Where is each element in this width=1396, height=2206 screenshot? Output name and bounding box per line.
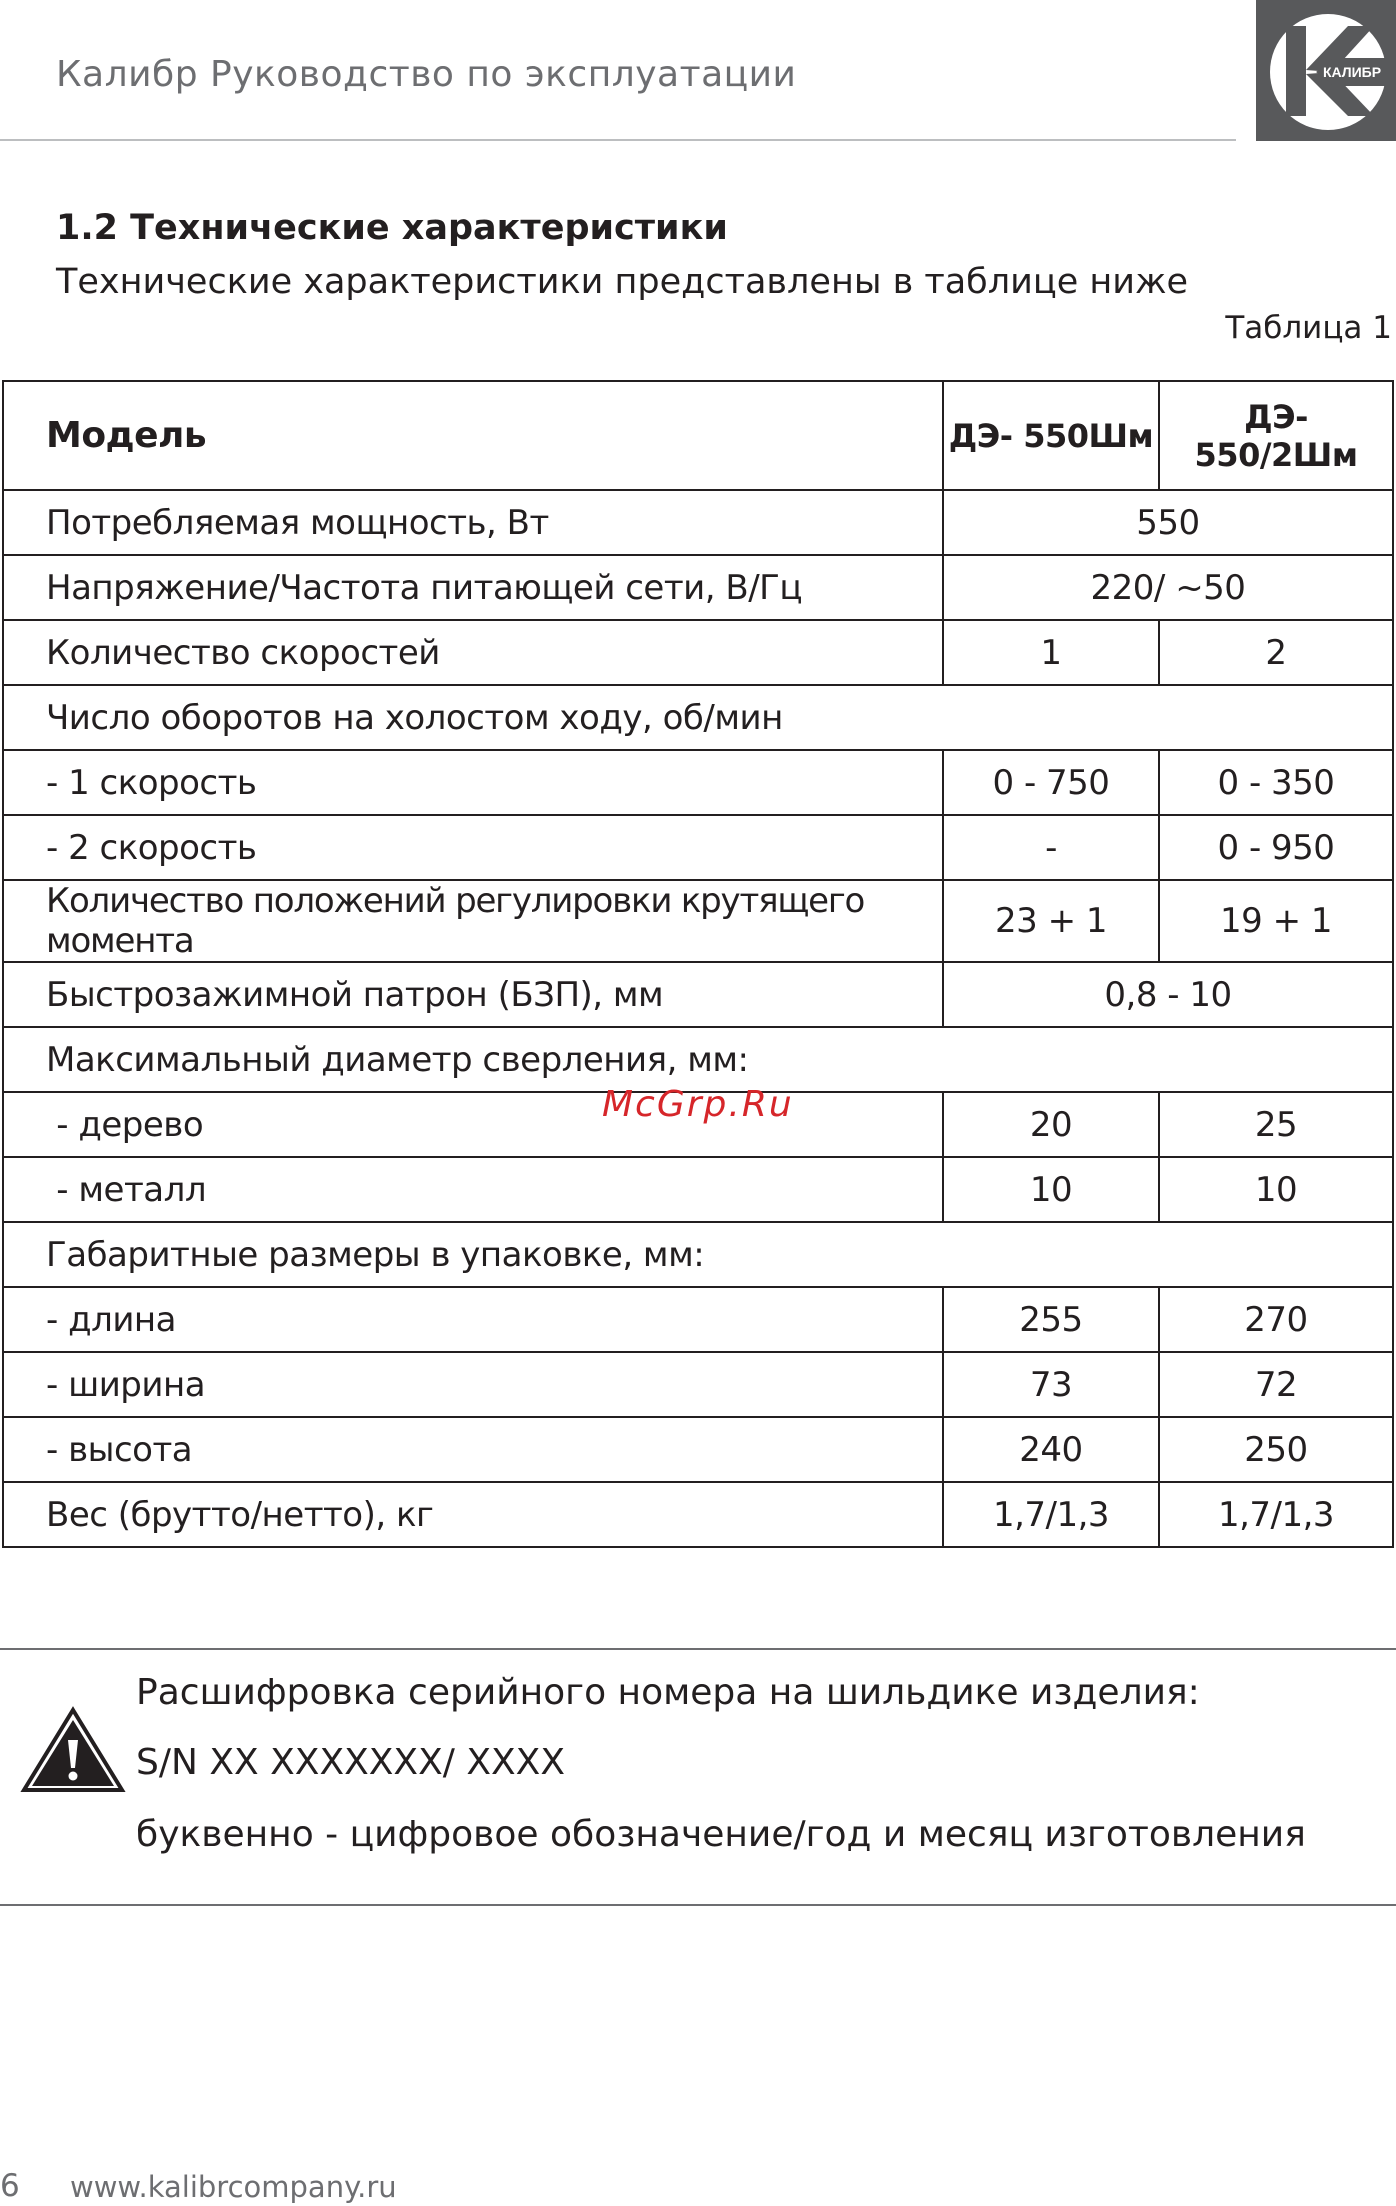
row-value-1: 1: [943, 620, 1159, 685]
header-divider: [0, 139, 1236, 141]
note-line-1: Расшифровка серийного номера на шильдике изделия:: [136, 1672, 1200, 1713]
table-header-row: [3, 381, 1393, 490]
row-value-1: 240: [943, 1417, 1159, 1482]
row-label: - дерево: [3, 1092, 943, 1157]
row-label: - длина: [3, 1287, 943, 1352]
row-value-1: 10: [943, 1157, 1159, 1222]
row-value-1: 73: [943, 1352, 1159, 1417]
section-subtitle: Технические характеристики представлены в таблице ниже: [56, 262, 1189, 302]
table-row: [3, 1157, 1393, 1222]
note-serial: S/N XX XXXXXXX/ XXXX: [136, 1742, 565, 1783]
table-row: [3, 685, 1393, 750]
row-label: - высота: [3, 1417, 943, 1482]
row-value-1: -: [943, 815, 1159, 880]
watermark: McGrp.Ru: [602, 1084, 794, 1125]
table-row: [3, 1417, 1393, 1482]
warning-icon: [20, 1706, 126, 1794]
table-row: [3, 1287, 1393, 1352]
table-row: [3, 750, 1393, 815]
header-model: Модель: [3, 381, 943, 490]
row-label: - 2 скорость: [3, 815, 943, 880]
header-model-2: ДЭ- 550/2Шм: [1159, 381, 1393, 490]
logo-text: КАЛИБР: [1322, 64, 1382, 80]
table-row: [3, 1352, 1393, 1417]
table-row: [3, 815, 1393, 880]
row-label: Максимальный диаметр сверления, мм:: [3, 1027, 1393, 1092]
row-value-2: 19 + 1: [1159, 880, 1393, 962]
spec-table: [2, 380, 1394, 1548]
row-value-2: 0 - 950: [1159, 815, 1393, 880]
row-label: Быстрозажимной патрон (БЗП), мм: [3, 962, 943, 1027]
row-label: Габаритные размеры в упаковке, мм:: [3, 1222, 1393, 1287]
row-label: - 1 скорость: [3, 750, 943, 815]
table-caption: Таблица 1: [1225, 310, 1392, 346]
row-label: Число оборотов на холостом ходу, об/мин: [3, 685, 1393, 750]
row-label: - металл: [3, 1157, 943, 1222]
row-label: Вес (брутто/нетто), кг: [3, 1482, 943, 1547]
row-value-1: 20: [943, 1092, 1159, 1157]
kalibr-logo: [1256, 0, 1396, 141]
row-value-1: 23 + 1: [943, 880, 1159, 962]
row-value-2: 0 - 350: [1159, 750, 1393, 815]
table-row: [3, 1027, 1393, 1092]
row-value-2: 1,7/1,3: [1159, 1482, 1393, 1547]
row-label: Количество скоростей: [3, 620, 943, 685]
table-row: [3, 620, 1393, 685]
row-value-2: 250: [1159, 1417, 1393, 1482]
row-value: 220/ ~50: [943, 555, 1393, 620]
row-value-2: 25: [1159, 1092, 1393, 1157]
table-row: [3, 880, 1393, 962]
header-title: Калибр Руководство по эксплуатации: [56, 54, 797, 95]
row-value-2: 72: [1159, 1352, 1393, 1417]
row-value-1: 0 - 750: [943, 750, 1159, 815]
row-label: Потребляемая мощность, Вт: [3, 490, 943, 555]
row-value-2: 270: [1159, 1287, 1393, 1352]
row-value-1: 1,7/1,3: [943, 1482, 1159, 1547]
row-label: - ширина: [3, 1352, 943, 1417]
section-title: 1.2 Технические характеристики: [56, 208, 728, 248]
table-row: [3, 1482, 1393, 1547]
table-row: [3, 555, 1393, 620]
row-value: 550: [943, 490, 1393, 555]
row-value: 0,8 - 10: [943, 962, 1393, 1027]
row-label: Напряжение/Частота питающей сети, В/Гц: [3, 555, 943, 620]
row-value-2: 10: [1159, 1157, 1393, 1222]
note-divider-top: [0, 1648, 1396, 1650]
table-row: [3, 490, 1393, 555]
header-model-1: ДЭ- 550Шм: [943, 381, 1159, 490]
footer-url[interactable]: www.kalibrcompany.ru: [70, 2170, 397, 2204]
row-label: Количество положений регулировки крутящего момента: [3, 880, 943, 962]
page-number: 6: [0, 2168, 20, 2204]
table-row: [3, 962, 1393, 1027]
note-divider-bottom: [0, 1904, 1396, 1906]
table-row: [3, 1222, 1393, 1287]
row-value-2: 2: [1159, 620, 1393, 685]
row-value-1: 255: [943, 1287, 1159, 1352]
note-line-3: буквенно - цифровое обозначение/год и месяц изготовления: [136, 1814, 1306, 1855]
